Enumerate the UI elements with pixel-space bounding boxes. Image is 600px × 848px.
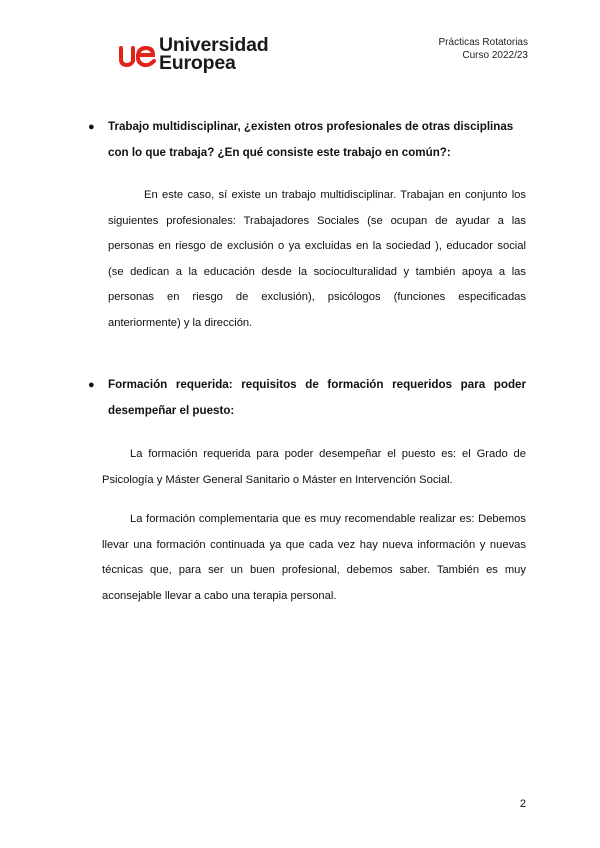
section-2-question-text: Formación requerida: requisitos de formación requeridos para poder desempeñar el puesto:: [108, 378, 526, 417]
header-course-info: [439, 36, 528, 62]
section-1-question: [88, 114, 526, 166]
bullet-icon: ●: [88, 379, 95, 391]
page-number: 2: [519, 798, 526, 810]
section-2-question: [88, 372, 526, 424]
header-subject: Prácticas Rotatorias: [438, 37, 528, 48]
header-course-year: Curso 2022/23: [462, 50, 528, 61]
section-2-paragraph-2: La formación complementaria que es muy recomendable realizar es: Debemos llevar una formación continuada ya que cada vez hay nueva información y nuevas técnicas que, para ser un buen profesional, debemos saber. También es muy aconsejable llevar a cabo una terapia personal.: [102, 513, 526, 602]
logo-line-2: Europea: [159, 52, 236, 74]
section-1-question-text: Trabajo multidisciplinar, ¿existen otros profesionales de otras disciplinas con lo que trabaja? ¿En qué consiste este trabajo en común?:: [108, 120, 514, 159]
bullet-icon: ●: [88, 121, 95, 133]
section-2-paragraph-1: La formación requerida para poder desempeñar el puesto es: el Grado de Psicología y Máster General Sanitario o Máster en Intervención Social.: [102, 448, 526, 486]
logo-line-1: Universidad: [159, 34, 269, 56]
logo-text: [159, 36, 268, 72]
universidad-europea-logo: [118, 36, 278, 76]
section-1-paragraph-1: En este caso, sí existe un trabajo multidisciplinar. Trabajan en conjunto los siguientes profesionales: Trabajadores Sociales (se ocupan de ayudar a las personas en riesgo de exclusión o ya excluidas en la sociedad ), educador social (se dedican a la educación desde la socioculturalidad y también apoya a las personas en riesgo de exclusión), psicólogos (funciones especificadas anteriormente) y la dirección.: [108, 189, 526, 329]
ue-logo-mark-icon: [118, 40, 158, 70]
